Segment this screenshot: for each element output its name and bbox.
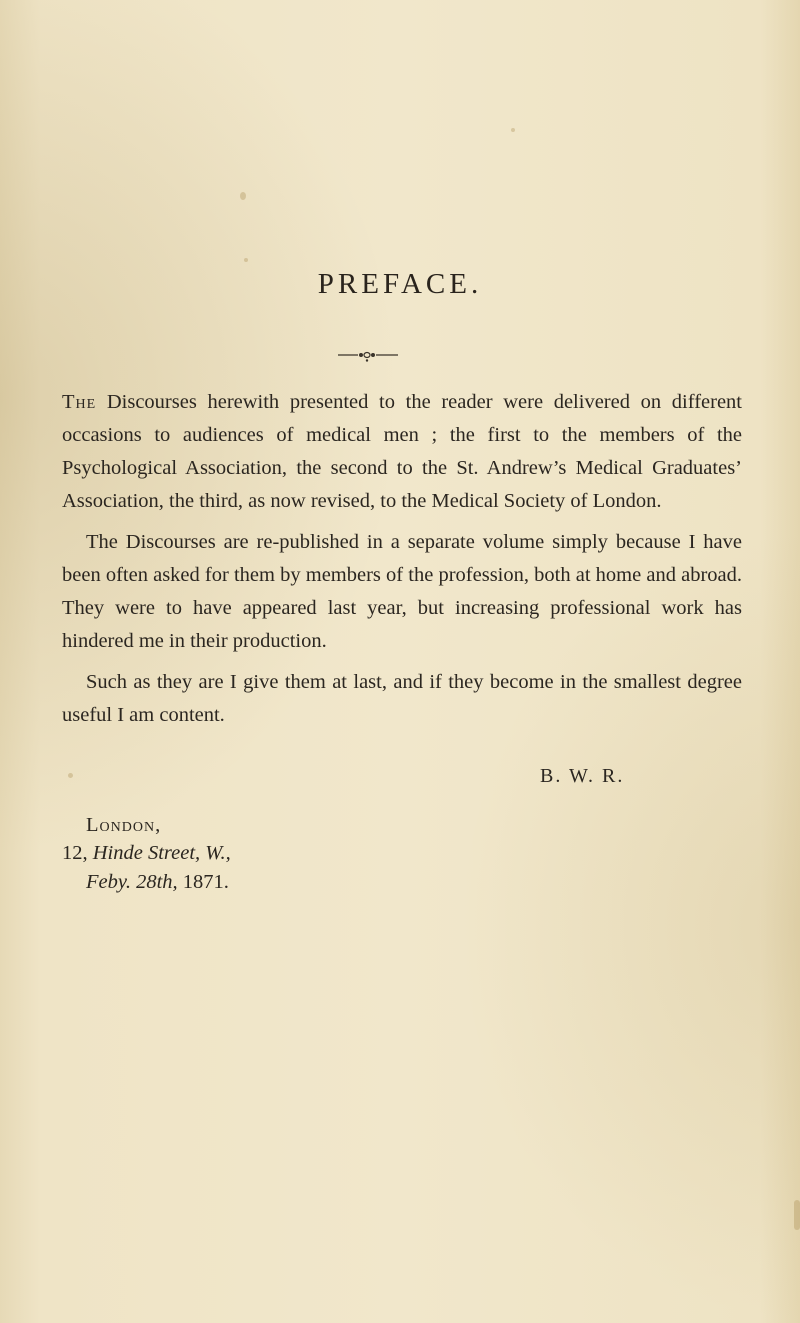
- foxing-spot: [511, 128, 515, 132]
- paragraph-lead-word: The: [62, 391, 97, 413]
- foxing-spot: [244, 258, 248, 262]
- foxing-spot: [794, 1200, 800, 1230]
- paragraph-1-text: Discourses herewith presented to the reader were delivered on different occasions to audiences of medical men ; the first to the members of the Psychological Association, the second to the St. Andrew’s Medical Graduates’ Association, the third, as now revised, to the Medical Society of London.: [62, 391, 742, 512]
- date-line: [86, 871, 229, 894]
- page-title: PREFACE.: [317, 268, 483, 300]
- address-number: 12,: [62, 842, 88, 864]
- foxing-spot: [240, 192, 246, 200]
- preface-body: [62, 386, 742, 740]
- divider-ornament-icon: [338, 349, 398, 363]
- address-line: [62, 842, 231, 865]
- place-name: London,: [86, 814, 162, 836]
- author-initials: B. W. R.: [540, 765, 625, 787]
- address-street: Hinde Street, W.,: [92, 842, 231, 864]
- foxing-spot: [68, 773, 73, 778]
- paragraph-2: The Discourses are re-published in a separate volume simply because I have been often asked for them by members of the profession, both at home and abroad. They were to have appeared last year, but increasing professional work has hindered me in their production.: [62, 531, 742, 652]
- date-year: 1871.: [182, 871, 229, 893]
- date-month-day: Feby. 28th,: [86, 871, 178, 893]
- paragraph-1: [62, 386, 742, 518]
- paragraph-3: Such as they are I give them at last, and if they become in the smallest degree useful I am content.: [62, 671, 742, 726]
